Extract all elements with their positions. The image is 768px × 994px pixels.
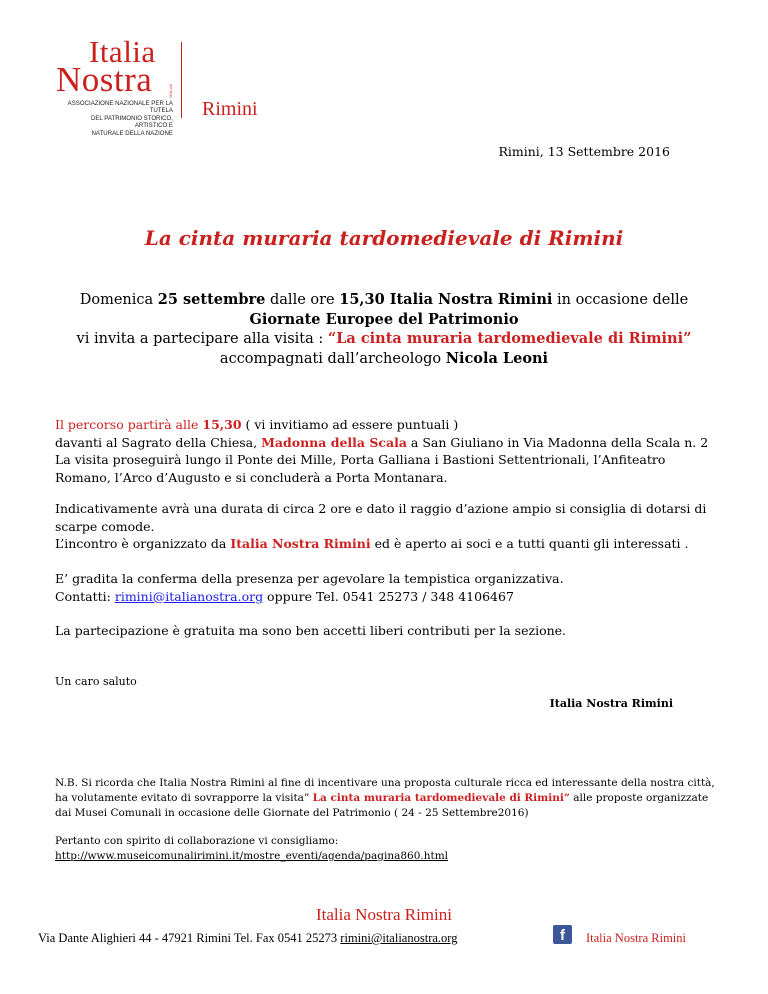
contacts-line [55,588,725,606]
logo-association-text [59,100,173,137]
intro-time-org: 15,30 Italia Nostra Rimini [339,291,553,308]
logo-word-nostra: Nostra [56,60,153,99]
logo-divider [181,42,182,118]
participation-paragraph: La partecipazione è gratuita ma sono ben accetti liberi contributi per la sezione. [55,623,567,638]
logo-assoc-line-2: DEL PATRIMONIO STORICO, ARTISTICO E [90,114,173,130]
footer-address-text: Via Dante Alighieri 44 - 47921 Rimini Tel. Fax 0541 25273 [38,931,341,945]
organizer-text: ed è aperto ai soci e a tutti quanti gli interessati . [370,536,689,551]
intro-line-3 [40,329,728,349]
logo-city: Rimini [202,98,258,120]
duration-paragraph [55,500,725,553]
duration-text: Indicativamente avrà una durata di circa 2 ore e dato il raggio d’azione ampio si consiglia di dotarsi di scarpe comode. [55,501,707,534]
route-time: 15,30 [202,417,242,432]
nb-text: N.B. Si ricorda che Italia Nostra Rimini al fine di incentivare una proposta culturale ricca ed interessante della nostra città, ha volutamente evitato di sovrapporre la visita” [55,777,715,804]
route-line-1 [55,416,725,434]
nb-text: alle proposte organizzate dai Musei Comunali in occasione delle Giornate del Patrimonio ( 24 - 25 Settembre2016) [55,792,709,819]
route-text: davanti al Sagrato della Chiesa, [55,434,262,450]
route-text: Il percorso partirà alle [55,417,203,432]
suggestion-paragraph [55,834,725,864]
intro-line-4 [40,349,728,369]
route-text: ( vi invitiamo ad essere puntuali ) [241,417,459,432]
contact-phone: oppure Tel. 0541 25273 / 348 4106467 [263,588,514,604]
intro-text: Domenica [79,292,158,308]
letter-date: Rimini, 13 Settembre 2016 [498,144,670,159]
facebook-icon[interactable]: f [553,925,572,944]
logo-word-italia: Italia [89,34,156,69]
confirmation-text: E’ gradita la conferma della presenza per agevolare la tempistica organizzativa. [55,571,564,586]
intro-text: dalle ore [265,292,340,308]
signature: Italia Nostra Rimini [549,697,673,710]
intro-text: accompagnati dall’archeologo [219,351,446,367]
footer-org-name: Italia Nostra Rimini [316,905,452,924]
intro-line-2: Giornate Europee del Patrimonio [249,311,519,328]
organizer-line [55,535,725,553]
closing-greeting: Un caro saluto [55,675,137,688]
museum-url-link[interactable]: http://www.museicomunalirimini.it/mostre_eventi/agenda/pagina860.html [55,850,449,862]
footer-email-link[interactable]: rimini@italianostra.org [340,931,458,945]
nb-visit-title: La cinta muraria tardomedievale di Rimini” [312,792,570,804]
intro-text: vi invita a partecipare alla visita : [76,331,328,347]
suggestion-text: Pertanto con spirito di collaborazione vi consigliamo: [55,835,339,847]
intro-paragraph [40,290,728,369]
intro-visit-title: “La cinta muraria tardomedievale di Rimini” [327,330,692,347]
organizer-name: Italia Nostra Rimini [230,536,371,551]
route-paragraph [55,416,725,486]
route-line-3: La visita proseguirà lungo il Ponte dei Mille, Porta Galliana i Bastioni Settentrionali, l’Anfiteatro Romano, l’Arco d’Augusto e si concluderà a Porta Montanara. [55,452,666,485]
route-text: a San Giuliano in Via Madonna della Scala n. 2 [406,434,709,450]
contact-email-link[interactable]: rimini@italianostra.org [114,588,264,604]
contacts-label: Contatti: [55,588,115,604]
intro-date: 25 settembre [157,291,266,308]
intro-guide-name: Nicola Leoni [445,350,549,367]
logo-onlus: ONLUS [168,84,173,98]
nota-bene [55,776,725,821]
route-line-2 [55,434,725,452]
logo-assoc-line-1: ASSOCIAZIONE NAZIONALE PER LA TUTELA [67,100,173,115]
contacts-paragraph [55,570,725,605]
italia-nostra-logo [56,34,258,137]
footer-address [38,931,457,946]
intro-line-1 [40,290,728,310]
organizer-text: L’incontro è organizzato da [55,536,231,551]
facebook-page-label[interactable]: Italia Nostra Rimini [586,931,686,945]
document-title: La cinta muraria tardomedievale di Rimini [144,226,624,250]
route-meeting-point: Madonna della Scala [261,434,407,450]
logo-assoc-line-3: NATURALE DELLA NAZIONE [91,129,173,137]
intro-text: in occasione delle [552,292,689,308]
